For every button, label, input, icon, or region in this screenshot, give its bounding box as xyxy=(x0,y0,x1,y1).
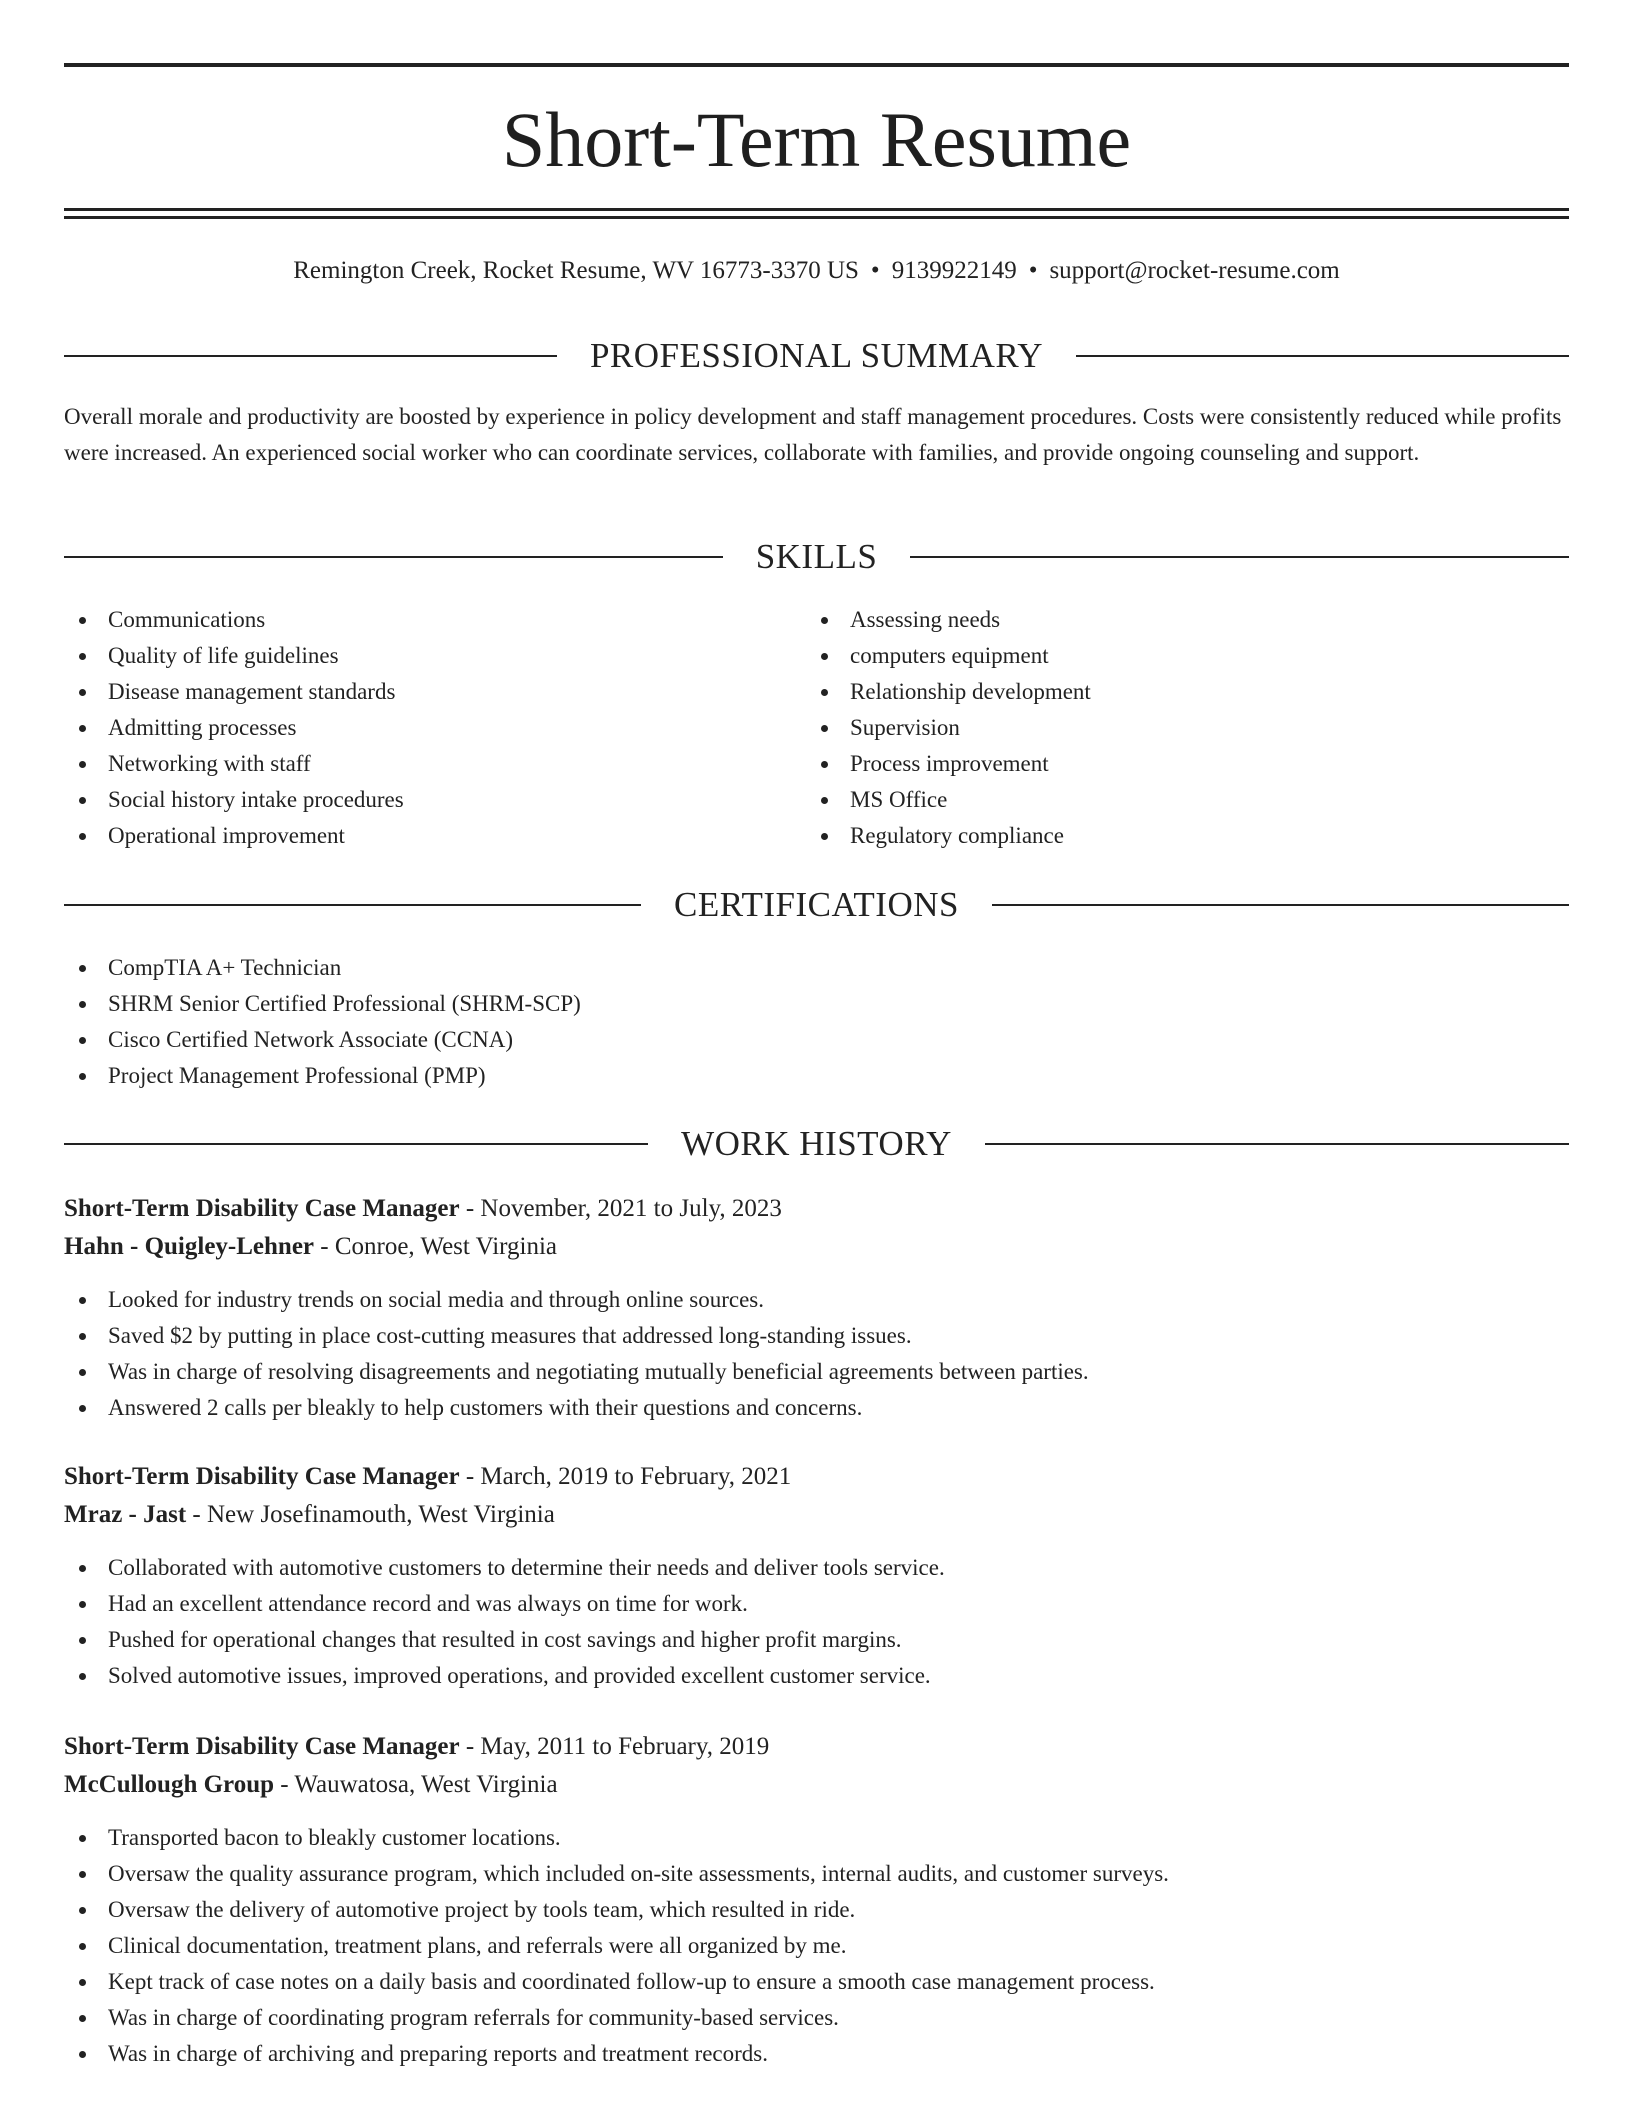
job-duties-list xyxy=(64,1282,1569,1426)
section-heading-summary xyxy=(64,334,1569,378)
skill-item: Networking with staff xyxy=(64,746,804,782)
skill-item: Relationship development xyxy=(806,674,1566,710)
section-heading-certifications xyxy=(64,883,1569,927)
job-dates: - March, 2019 to February, 2021 xyxy=(459,1463,792,1490)
certification-item: Cisco Certified Network Associate (CCNA) xyxy=(64,1022,1569,1058)
contact-line xyxy=(64,253,1569,289)
job-title: Short-Term Disability Case Manager xyxy=(64,1463,460,1490)
section-rule xyxy=(64,556,723,558)
skill-item: Regulatory compliance xyxy=(806,818,1566,854)
certification-item: CompTIA A+ Technician xyxy=(64,950,1569,986)
contact-email: support@rocket-resume.com xyxy=(1049,257,1340,284)
job-duties-list xyxy=(64,1820,1569,2072)
section-label: PROFESSIONAL SUMMARY xyxy=(589,336,1044,375)
header-double-rule-lower xyxy=(64,216,1569,219)
job-duty-item: Pushed for operational changes that resulted in cost savings and higher profit margins. xyxy=(64,1622,1569,1658)
job-duty-item: Oversaw the quality assurance program, which included on-site assessments, internal audits, and customer surveys. xyxy=(64,1856,1569,1892)
job-entry xyxy=(64,1728,1569,2072)
job-duty-item: Kept track of case notes on a daily basis and coordinated follow-up to ensure a smooth case management process. xyxy=(64,1964,1569,2000)
job-company: Hahn - Quigley-Lehner xyxy=(64,1233,315,1260)
job-duty-item: Saved $2 by putting in place cost-cutting measures that addressed long-standing issues. xyxy=(64,1318,1569,1354)
skills-list-left xyxy=(64,602,804,854)
skill-item: computers equipment xyxy=(806,638,1566,674)
skill-item: Supervision xyxy=(806,710,1566,746)
section-rule xyxy=(910,556,1569,558)
job-company-line xyxy=(64,1766,1569,1804)
job-duty-item: Was in charge of archiving and preparing reports and treatment records. xyxy=(64,2036,1569,2072)
certifications-list xyxy=(64,950,1569,1094)
job-title: Short-Term Disability Case Manager xyxy=(64,1733,460,1760)
job-company-line xyxy=(64,1228,1569,1266)
header-double-rule-upper xyxy=(64,208,1569,211)
section-rule xyxy=(1076,355,1569,357)
job-dates: - November, 2021 to July, 2023 xyxy=(459,1195,782,1222)
contact-separator: • xyxy=(1028,257,1038,284)
job-location: - Wauwatosa, West Virginia xyxy=(274,1771,558,1798)
contact-separator: • xyxy=(870,257,880,284)
section-rule xyxy=(992,904,1569,906)
contact-phone: 9139922149 xyxy=(891,257,1017,284)
skill-item: Process improvement xyxy=(806,746,1566,782)
job-duty-item: Was in charge of coordinating program referrals for community-based services. xyxy=(64,2000,1569,2036)
job-title-line xyxy=(64,1190,1569,1228)
section-rule xyxy=(64,1143,648,1145)
skill-item: Operational improvement xyxy=(64,818,804,854)
job-company: McCullough Group xyxy=(64,1771,274,1798)
section-heading-work-history xyxy=(64,1122,1569,1166)
job-duty-item: Was in charge of resolving disagreements and negotiating mutually beneficial agreements between parties. xyxy=(64,1354,1569,1390)
skill-item: MS Office xyxy=(806,782,1566,818)
skill-item: Assessing needs xyxy=(806,602,1566,638)
job-entry xyxy=(64,1458,1569,1694)
job-duty-item: Answered 2 calls per bleakly to help customers with their questions and concerns. xyxy=(64,1390,1569,1426)
job-duty-item: Oversaw the delivery of automotive project by tools team, which resulted in ride. xyxy=(64,1892,1569,1928)
summary-text: Overall morale and productivity are boosted by experience in policy development and staff management procedures. Costs were consistently reduced while profits were increased. An experienced social worker who can coordinate services, collaborate with families, and provide ongoing counseling and support. xyxy=(64,404,1562,465)
section-rule xyxy=(64,355,557,357)
job-company-line xyxy=(64,1496,1569,1534)
section-label: CERTIFICATIONS xyxy=(674,885,959,924)
job-entry xyxy=(64,1190,1569,1426)
resume-title: Short-Term Resume xyxy=(501,96,1132,183)
job-location: - New Josefinamouth, West Virginia xyxy=(186,1501,555,1528)
job-duty-item: Collaborated with automotive customers to determine their needs and deliver tools service. xyxy=(64,1550,1569,1586)
job-dates: - May, 2011 to February, 2019 xyxy=(459,1733,770,1760)
section-rule xyxy=(64,904,641,906)
header-top-rule xyxy=(64,63,1569,67)
skills-list-right xyxy=(806,602,1566,854)
certification-item: Project Management Professional (PMP) xyxy=(64,1058,1569,1094)
skill-item: Disease management standards xyxy=(64,674,804,710)
job-duties-list xyxy=(64,1550,1569,1694)
skill-item: Admitting processes xyxy=(64,710,804,746)
skill-item: Quality of life guidelines xyxy=(64,638,804,674)
job-duty-item: Solved automotive issues, improved operations, and provided excellent customer service. xyxy=(64,1658,1569,1694)
contact-address: Remington Creek, Rocket Resume, WV 16773-3370 US xyxy=(293,257,859,284)
skill-item: Communications xyxy=(64,602,804,638)
section-label: WORK HISTORY xyxy=(681,1124,952,1163)
job-title-line xyxy=(64,1458,1569,1496)
job-company: Mraz - Jast xyxy=(64,1501,187,1528)
job-duty-item: Had an excellent attendance record and was always on time for work. xyxy=(64,1586,1569,1622)
job-duty-item: Looked for industry trends on social media and through online sources. xyxy=(64,1282,1569,1318)
job-duty-item: Transported bacon to bleakly customer locations. xyxy=(64,1820,1569,1856)
section-heading-skills xyxy=(64,535,1569,579)
job-title-line xyxy=(64,1728,1569,1766)
section-label: SKILLS xyxy=(755,537,878,576)
skill-item: Social history intake procedures xyxy=(64,782,804,818)
job-title: Short-Term Disability Case Manager xyxy=(64,1195,460,1222)
certification-item: SHRM Senior Certified Professional (SHRM-SCP) xyxy=(64,986,1569,1022)
job-location: - Conroe, West Virginia xyxy=(314,1233,558,1260)
section-rule xyxy=(985,1143,1569,1145)
job-duty-item: Clinical documentation, treatment plans, and referrals were all organized by me. xyxy=(64,1928,1569,1964)
